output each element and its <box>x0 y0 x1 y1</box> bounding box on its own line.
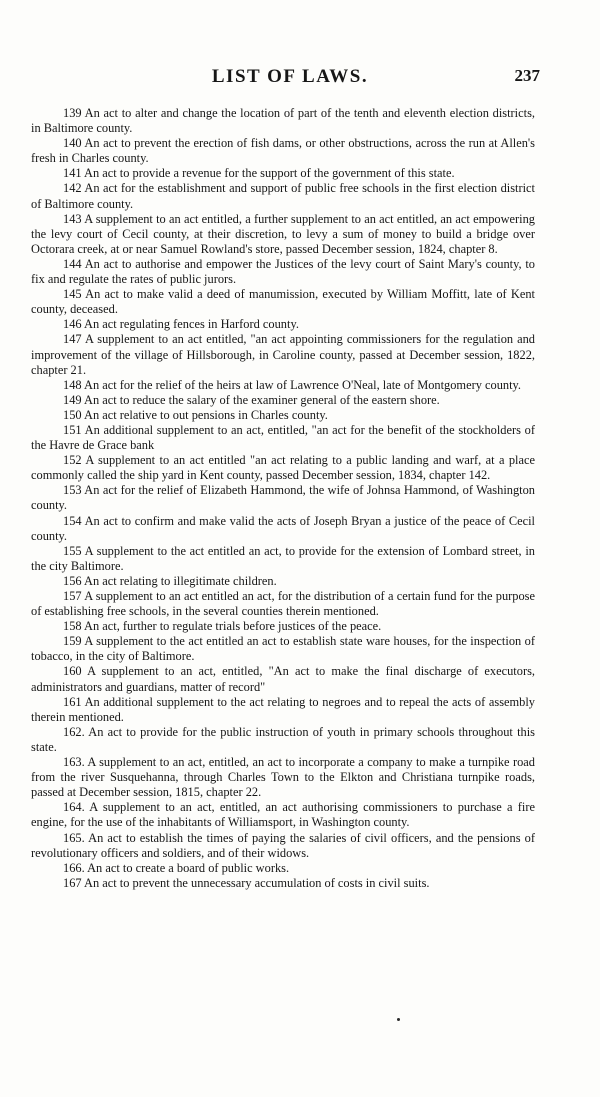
law-number: 163. <box>63 755 85 770</box>
law-entry <box>31 317 535 332</box>
law-number: 160 <box>63 664 82 679</box>
law-title: An act to confirm and make valid the acts of Joseph Bryan a justice of the peace of Cecil county. <box>31 513 535 543</box>
law-entry <box>31 831 535 861</box>
law-title: A supplement to an act entitled "an act relating to a public landing and warf, at a place commonly called the ship yard in Kent county, passed December session, 1834, chapter 142. <box>31 453 535 483</box>
law-number: 150 <box>63 407 82 422</box>
law-entry <box>31 181 535 211</box>
law-title: An act to create a board of public works. <box>87 860 290 875</box>
law-number: 158 <box>63 619 82 634</box>
law-number: 145 <box>63 287 82 302</box>
law-entry <box>31 619 535 634</box>
law-number: 143 <box>63 211 82 226</box>
law-entry <box>31 166 535 181</box>
law-title: A supplement to an act, entitled, an act authorising commissioners to purchase a fire engine, for the use of the inhabitants of Williamsport, in Washington county. <box>31 800 535 830</box>
law-title: A supplement to an act entitled, a further supplement to an act entitled, an act empowering the levy court of Cecil county, at their discretion, to levy a sum of money to build a bridge over Octorara creek, at or near Samuel Rowland's store, passed December session, 1824, chapter 8. <box>31 211 536 256</box>
running-head <box>0 66 600 96</box>
law-entry <box>31 514 535 544</box>
law-title: An act to prevent the unnecessary accumulation of costs in civil suits. <box>84 875 430 890</box>
law-entry <box>31 136 535 166</box>
law-entry <box>31 800 535 830</box>
law-list <box>31 106 535 891</box>
law-title: A supplement to an act entitled an act, for the distribution of a certain fund for the purpose of establishing free schools, in the several counties therein mentioned. <box>31 589 535 619</box>
law-title: An act to provide for the public instruction of youth in primary schools throughout this state. <box>31 724 535 754</box>
law-entry <box>31 589 535 619</box>
law-title: An act, further to regulate trials before justices of the peace. <box>84 619 382 634</box>
law-entry <box>31 634 535 664</box>
law-title: An act to reduce the salary of the examiner general of the eastern shore. <box>84 392 440 407</box>
law-entry <box>31 257 535 287</box>
law-number: 148 <box>63 377 82 392</box>
law-title: An act for the establishment and support of public free schools in the first election district of Baltimore county. <box>31 181 535 211</box>
law-number: 164. <box>63 800 85 815</box>
law-title: An act to make valid a deed of manumission, executed by William Moffitt, late of Kent county, deceased. <box>31 287 535 317</box>
law-number: 159 <box>63 634 82 649</box>
law-number: 140 <box>63 136 82 151</box>
law-title: An act to alter and change the location of part of the tenth and eleventh election districts, in Baltimore county. <box>31 106 535 136</box>
law-entry <box>31 378 535 393</box>
law-title: An act relating to illegitimate children. <box>84 573 277 588</box>
law-title: An act for the relief of the heirs at law of Lawrence O'Neal, late of Montgomery county. <box>84 377 522 392</box>
page-number: 237 <box>514 66 540 85</box>
law-number: 149 <box>63 392 82 407</box>
law-number: 167 <box>63 875 82 890</box>
law-entry <box>31 664 535 694</box>
law-entry <box>31 453 535 483</box>
law-entry <box>31 408 535 423</box>
law-number: 161 <box>63 694 82 709</box>
law-number: 154 <box>63 513 82 528</box>
law-title: An act to provide a revenue for the support of the government of this state. <box>84 166 455 181</box>
law-entry <box>31 544 535 574</box>
law-number: 157 <box>63 589 82 603</box>
law-number: 139 <box>63 106 82 120</box>
law-entry <box>31 483 535 513</box>
law-number: 147 <box>63 332 82 347</box>
law-entry <box>31 574 535 589</box>
law-number: 156 <box>63 573 82 588</box>
law-entry <box>31 332 535 377</box>
law-entry <box>31 876 535 891</box>
law-title: A supplement to an act, entitled, an act to incorporate a company to make a turnpike road from the river Susquehanna, through Charles Town to the Elkton and Christiana turnpike roads, passed at December session, 1815, chapter 22. <box>31 755 535 800</box>
ink-speck <box>397 1018 400 1021</box>
law-entry <box>31 287 535 317</box>
law-number: 165. <box>63 830 85 845</box>
page-title: LIST OF LAWS. <box>211 66 369 87</box>
law-entry <box>31 212 535 257</box>
law-entry <box>31 423 535 453</box>
law-title: A supplement to the act entitled an act, to provide for the extension of Lombard street, in the city Baltimore. <box>31 543 535 573</box>
law-entry <box>31 106 535 136</box>
law-title: An act to authorise and empower the Justices of the levy court of Saint Mary's county, to fix and regulate the rates of public jurors. <box>31 256 535 287</box>
law-title: An act to prevent the erection of fish dams, or other obstructions, across the run at Allen's fresh in Charles county. <box>31 136 535 166</box>
law-title: An additional supplement to an act, entitled, "an act for the benefit of the stockholders of the Havre de Grace bank <box>31 422 535 453</box>
law-title: An act to establish the times of paying the salaries of civil officers, and the pensions of revolutionary officers and soldiers, and of their widows. <box>31 830 535 860</box>
law-number: 166. <box>63 860 85 875</box>
law-entry <box>31 393 535 408</box>
law-title: A supplement to an act, entitled, "An act to make the final discharge of executors, administrators and guardians, matter of record" <box>31 664 535 694</box>
law-number: 162. <box>63 724 85 739</box>
law-number: 141 <box>63 166 82 181</box>
law-number: 155 <box>63 543 82 558</box>
law-title: An act relative to out pensions in Charles county. <box>84 407 328 422</box>
law-title: A supplement to an act entitled, "an act appointing commissioners for the regulation and improvement of the village of Hillsborough, in Caroline county, passed at December session, 1822, chapter 21. <box>31 332 535 377</box>
law-entry <box>31 861 535 876</box>
law-entry <box>31 755 535 800</box>
law-number: 153 <box>63 483 82 498</box>
law-number: 144 <box>63 256 82 271</box>
law-entry <box>31 725 535 755</box>
law-title: An additional supplement to the act relating to negroes and to repeal the acts of assembly therein mentioned. <box>31 694 535 724</box>
law-title: A supplement to the act entitled an act to establish state ware houses, for the inspection of tobacco, in the city of Baltimore. <box>31 634 535 664</box>
law-number: 146 <box>63 317 82 332</box>
law-title: An act for the relief of Elizabeth Hammond, the wife of Johnsa Hammond, of Washington county. <box>31 483 535 513</box>
law-entry <box>31 695 535 725</box>
law-title: An act regulating fences in Harford county. <box>84 317 299 332</box>
law-number: 152 <box>63 453 82 468</box>
law-number: 142 <box>63 181 82 196</box>
law-number: 151 <box>63 422 82 437</box>
